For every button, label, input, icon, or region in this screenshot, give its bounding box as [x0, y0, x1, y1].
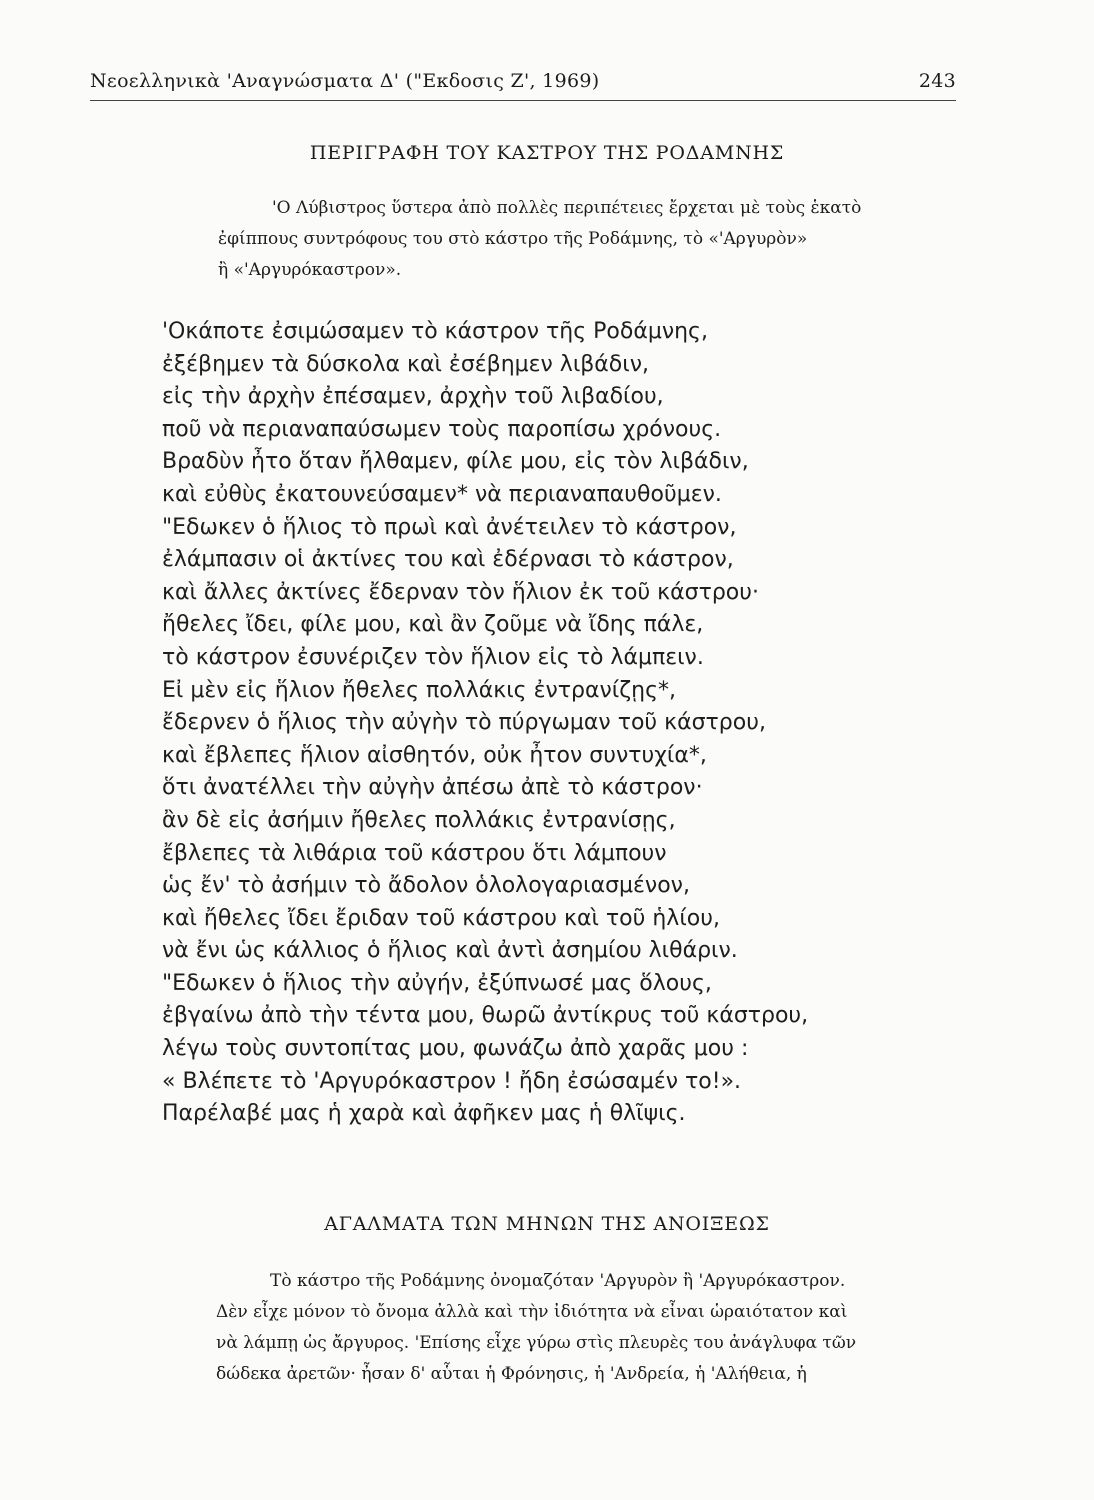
- section-title: ΑΓΑΛΜΑΤΑ ΤΩΝ ΜΗΝΩΝ ΤΗΣ ΑΝΟΙΞΕΩΣ: [324, 1213, 770, 1235]
- poem-line: ἔβλεπες τὰ λιθάρια τοῦ κάστρου ὅτι λάμπουν: [162, 840, 667, 866]
- poem-line: « Βλέπετε τὸ 'Αργυρόκαστρον ! ἤδη ἐσώσαμέν το!».: [162, 1068, 742, 1094]
- body-line: Δὲν εἶχε μόνον τὸ ὄνομα ἀλλὰ καὶ τὴν ἰδιότητα νὰ εἶναι ὡραιότατον καὶ: [216, 1302, 848, 1322]
- intro-paragraph: [218, 193, 963, 286]
- poem-line: 'Οκάποτε ἐσιμώσαμεν τὸ κάστρον τῆς Ροδάμνης,: [162, 319, 708, 344]
- intro-line: 'Ο Λύβιστρος ὕστερα ἀπὸ πολλὲς περιπέτειες ἔρχεται μὲ τοὺς ἑκατὸ: [272, 198, 862, 218]
- intro-line: ἢ «'Αργυρόκαστρον».: [218, 260, 402, 280]
- body-line: δώδεκα ἀρετῶν· ἦσαν δ' αὗται ἡ Φρόνησις, ἡ 'Ανδρεία, ἡ 'Αλήθεια, ἡ: [216, 1364, 807, 1384]
- poem-line: ἔδερνεν ὁ ἥλιος τὴν αὐγὴν τὸ πύργωμαν τοῦ κάστρου,: [162, 710, 766, 736]
- body-line: νὰ λάμπῃ ὡς ἄργυρος. 'Επίσης εἶχε γύρω στὶς πλευρὲς του ἀνάγλυφα τῶν: [216, 1333, 857, 1353]
- poem-line: Εἰ μὲν εἰς ἥλιον ἤθελες πολλάκις ἐντρανίζῃς*,: [162, 677, 677, 703]
- poem-line: εἰς τὴν ἀρχὴν ἐπέσαμεν, ἀρχὴν τοῦ λιβαδίου,: [162, 384, 664, 410]
- body-line: Τὸ κάστρο τῆς Ροδάμνης ὀνομαζόταν 'Αργυρὸν ἢ 'Αργυρόκαστρον.: [270, 1271, 846, 1291]
- poem-line: καὶ ἤθελες ἴδει ἔριδαν τοῦ κάστρου καὶ τοῦ ἡλίου,: [162, 905, 720, 931]
- poem-line: "Εδωκεν ὁ ἥλιος τὸ πρωὶ καὶ ἀνέτειλεν τὸ κάστρον,: [162, 514, 737, 540]
- body-paragraph: [216, 1266, 961, 1390]
- poem-line: καὶ εὐθὺς ἐκατουνεύσαμεν* νὰ περιαναπαυθοῦμεν.: [162, 481, 722, 507]
- running-header: [90, 70, 956, 101]
- poem-line: ἂν δὲ εἰς ἀσήμιν ἤθελες πολλάκις ἐντρανίσῃς,: [162, 807, 676, 833]
- poem: [162, 316, 982, 1131]
- poem-line: Παρέλαβέ μας ἡ χαρὰ καὶ ἀφῆκεν μας ἡ θλῖψις.: [162, 1101, 686, 1127]
- poem-line: "Εδωκεν ὁ ἥλιος τὴν αὐγήν, ἐξύπνωσέ μας ὅλους,: [162, 970, 712, 996]
- poem-line: ὡς ἔν' τὸ ἀσήμιν τὸ ἄδολον ὁλολογαριασμένον,: [162, 873, 690, 899]
- poem-line: τὸ κάστρον ἐσυνέριζεν τὸν ἥλιον εἰς τὸ λάμπειν.: [162, 644, 704, 670]
- intro-line: ἐφίππους συντρόφους του στὸ κάστρο τῆς Ροδάμνης, τὸ «'Αργυρὸν»: [218, 229, 808, 249]
- poem-line: ἤθελες ἴδει, φίλε μου, καὶ ἂν ζοῦμε νὰ ἴδης πάλε,: [162, 612, 704, 638]
- running-title: Νεοελληνικὰ 'Αναγνώσματα Δ' ("Εκδοσις Ζ', 1969): [90, 70, 600, 92]
- poem-line: ἐξέβημεν τὰ δύσκολα καὶ ἐσέβημεν λιβάδιν,: [162, 351, 649, 377]
- page-number: 243: [918, 70, 956, 92]
- poem-line: ποῦ νὰ περιαναπαύσωμεν τοὺς παροπίσω χρόνους.: [162, 416, 722, 442]
- poem-line: ἐβγαίνω ἀπὸ τὴν τέντα μου, θωρῶ ἀντίκρυς τοῦ κάστρου,: [162, 1003, 809, 1029]
- poem-line: καὶ ἔβλεπες ἥλιον αἰσθητόν, οὐκ ἦτον συντυχία*,: [162, 742, 707, 768]
- section-title: ΠΕΡΙΓΡΑΦΗ ΤΟΥ ΚΑΣΤΡΟΥ ΤΗΣ ΡΟΔΑΜΝΗΣ: [309, 142, 785, 164]
- poem-line: Βραδὺν ἦτο ὅταν ἤλθαμεν, φίλε μου, εἰς τὸν λιβάδιν,: [162, 449, 749, 475]
- poem-line: λέγω τοὺς συντοπίτας μου, φωνάζω ἀπὸ χαρᾶς μου :: [162, 1036, 749, 1062]
- poem-line: ὅτι ἀνατέλλει τὴν αὐγὴν ἀπέσω ἀπὲ τὸ κάστρον·: [162, 775, 703, 801]
- poem-line: καὶ ἄλλες ἀκτίνες ἔδερναν τὸν ἥλιον ἐκ τοῦ κάστρου·: [162, 579, 759, 605]
- poem-line: νὰ ἔνι ὡς κάλλιος ὁ ἥλιος καὶ ἀντὶ ἀσημίου λιθάριν.: [162, 938, 738, 964]
- poem-line: ἐλάμπασιν οἱ ἀκτίνες του καὶ ἐδέρνασι τὸ κάστρον,: [162, 547, 734, 573]
